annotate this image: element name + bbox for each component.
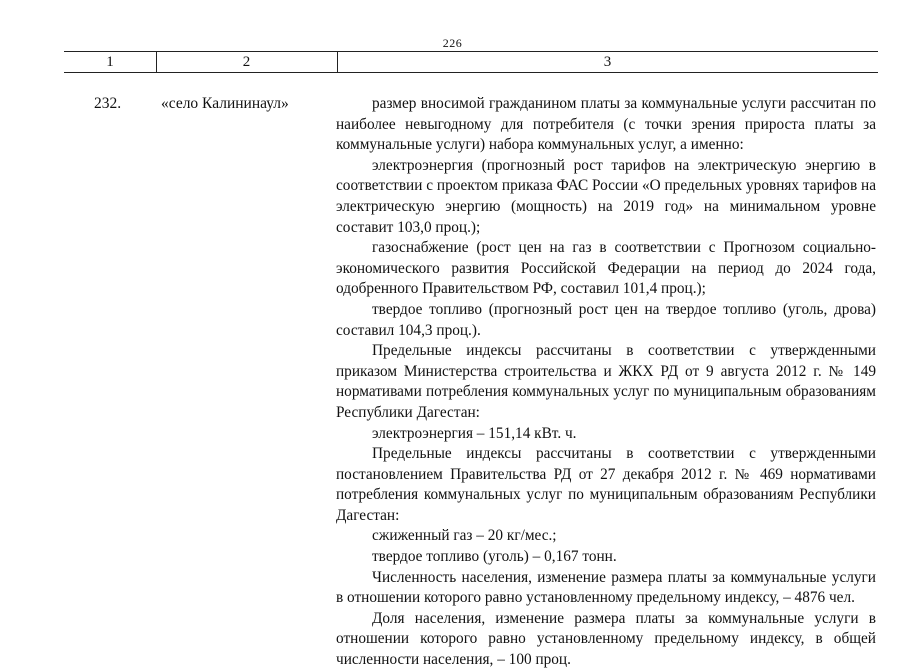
- paragraph-population-share: Доля населения, изменение размера платы за коммунальные услуги в отношении которого равно установленному предельному индексу, в общей численности населения, – 100 проц.: [336, 609, 876, 669]
- paragraph-gas-norm: сжиженный газ – 20 кг/мес.;: [372, 527, 557, 545]
- paragraph-solid-fuel-growth: твердое топливо (прогнозный рост цен на твердое топливо (уголь, дрова) составил 104,3 проц.).: [336, 300, 876, 339]
- column-header-1: 1: [64, 52, 157, 72]
- paragraph-gas-growth: газоснабжение (рост цен на газ в соответствии с Прогнозом социально-экономического развития Российской Федерации на период до 2024 года, одобренного Правительством РФ, составил 101,4 проц.);: [336, 239, 876, 298]
- page-number: 226: [442, 36, 463, 50]
- row-number: 232.: [94, 95, 122, 112]
- paragraph-electricity-norm: электроэнергия – 151,14 кВт. ч.: [372, 424, 577, 442]
- column-header-2: 2: [156, 52, 338, 72]
- column-header-3: 3: [603, 54, 612, 70]
- row-description: [336, 94, 876, 671]
- paragraph-indices-resolution-469: Предельные индексы рассчитаны в соответствии с утвержденными постановлением Правительства РД от 27 декабря 2012 г. № 469 нормативами потребления коммунальных услуг по муниципальным образованиям Республики Дагестан:: [336, 445, 876, 524]
- paragraph-electricity-growth: электроэнергия (прогнозный рост тарифов на электрическую энергию в соответствии с проектом приказа ФАС России «О предельных уровнях тарифов на электрическую энергию (мощность) на 2019 год» на минимальном уровне составит 103,0 проц.);: [336, 156, 876, 236]
- settlement-name: «село Калининаул»: [161, 95, 289, 112]
- paragraph-indices-order-149: Предельные индексы рассчитаны в соответствии с утвержденными приказом Министерства строительства и ЖКХ РД от 9 августа 2012 г. № 149 нормативами потребления коммунальных услуг по муниципальным образованиям Республики Дагестан:: [336, 342, 876, 421]
- paragraph-coal-norm: твердое топливо (уголь) – 0,167 тонн.: [372, 548, 617, 566]
- paragraph-population: Численность населения, изменение размера платы за коммунальные услуги в отношении которого равно установленному предельному индексу, – 4876 чел.: [336, 568, 876, 607]
- table-header: [64, 51, 878, 73]
- paragraph-intro: размер вносимой гражданином платы за коммунальные услуги рассчитан по наиболее невыгодному для потребителя (с точки зрения прироста платы за коммунальные услуги) набора коммунальных услуг, а именно:: [336, 95, 876, 154]
